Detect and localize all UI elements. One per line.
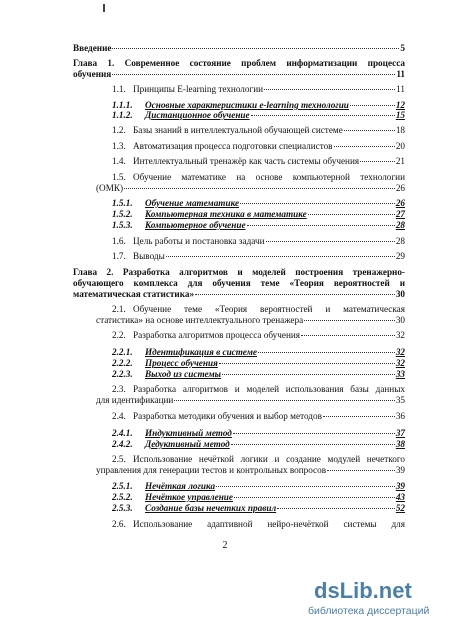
toc-entry-title: Компьютерная техника в математике <box>145 209 307 219</box>
toc-entry[interactable] <box>96 315 405 326</box>
toc-entry-title: Базы знаний в интеллектуальной обучающей системе <box>133 125 343 135</box>
toc-page-number: 27 <box>395 209 405 219</box>
toc-entry-number: 2.2.2. <box>112 358 133 368</box>
toc-page-number: 38 <box>395 439 405 449</box>
toc-page-number: 52 <box>395 503 405 513</box>
toc-entry-title: Автоматизация процесса подготовки специалистов <box>133 141 333 151</box>
toc-entry[interactable] <box>133 84 405 95</box>
toc-entry[interactable] <box>145 492 405 503</box>
toc-dot-leader <box>277 508 395 509</box>
toc-entry-number: 1.7. <box>112 251 126 261</box>
toc-entry-title: статистика» на основе интеллектуального тренажера <box>96 315 304 325</box>
toc-entry-number: 1.1.1. <box>112 100 133 110</box>
toc-entry-title: Введение <box>73 43 112 53</box>
toc-entry[interactable] <box>73 267 405 278</box>
toc-entry[interactable] <box>96 395 405 406</box>
toc-entry-number: 1.1.2. <box>112 110 133 120</box>
toc-entry-number: 2.2.3. <box>112 369 133 379</box>
toc-dot-leader <box>264 89 395 90</box>
toc-entry[interactable] <box>145 369 405 380</box>
toc-dot-leader <box>174 400 394 401</box>
toc-entry-number: 1.1. <box>112 84 126 94</box>
toc-page-number: 36 <box>395 411 405 421</box>
toc-dot-leader <box>327 470 395 471</box>
toc-entry[interactable] <box>73 58 405 69</box>
toc-entry-number: 2.1. <box>112 304 126 314</box>
toc-entry-number: 1.5.3. <box>112 220 133 230</box>
toc-entry-number: 2.5.1. <box>112 481 133 491</box>
toc-entry[interactable] <box>133 330 405 341</box>
toc-entry[interactable] <box>145 220 405 231</box>
toc-entry[interactable] <box>73 278 405 289</box>
toc-entry-title: Цель работы и постановка задачи <box>133 236 265 246</box>
toc-entry[interactable] <box>96 183 405 194</box>
toc-entry-title: Индуктивный метод <box>145 428 232 438</box>
toc-dot-leader <box>258 352 395 353</box>
toc-entry[interactable] <box>73 43 405 54</box>
toc-dot-leader <box>216 486 395 487</box>
toc-dot-leader <box>166 256 395 257</box>
toc-dot-leader <box>234 497 395 498</box>
watermark-subtitle: библиотека диссертаций <box>308 605 430 617</box>
toc-entry-number: 1.2. <box>112 125 126 135</box>
toc-dot-leader <box>240 203 395 204</box>
toc-dot-leader <box>124 188 395 189</box>
toc-entry[interactable] <box>145 347 405 358</box>
toc-entry[interactable] <box>73 289 405 300</box>
toc-page-number: 39 <box>395 465 405 475</box>
toc-entry-number: 1.5. <box>112 172 126 182</box>
toc-entry[interactable] <box>133 454 405 465</box>
toc-entry-number: 2.4.2. <box>112 439 133 449</box>
toc-entry-title: управления для генерации тестов и контрольных вопросов <box>96 465 327 475</box>
toc-entry-title: Разработка алгоритмов процесса обучения <box>133 330 301 340</box>
toc-dot-leader <box>308 214 395 215</box>
toc-dot-leader <box>219 363 395 364</box>
toc-entry[interactable] <box>133 141 405 152</box>
toc-page-number: 32 <box>395 347 405 357</box>
toc-dot-leader <box>350 105 395 106</box>
toc-entry-title: Основные характеристики e-learning технологии <box>145 100 349 110</box>
toc-entry-number: 2.5. <box>112 454 126 464</box>
toc-entry-title: Выход из системы <box>145 369 221 379</box>
toc-entry[interactable] <box>145 428 405 439</box>
toc-entry-title: математическая статистика» <box>73 289 195 299</box>
toc-entry-title: Разработка методики обучения и выбор методов <box>133 411 322 421</box>
toc-dot-leader <box>334 146 395 147</box>
toc-page-number: 43 <box>395 492 405 502</box>
toc-entry[interactable] <box>133 125 405 136</box>
toc-entry-number: 1.4. <box>112 156 126 166</box>
toc-entry-number: 1.3. <box>112 141 126 151</box>
toc-dot-leader <box>112 74 395 75</box>
toc-entry-title: Выводы <box>133 251 165 261</box>
toc-page-number: 32 <box>395 358 405 368</box>
toc-entry[interactable] <box>133 251 405 262</box>
toc-page-number: 21 <box>395 156 405 166</box>
toc-dot-leader <box>195 294 395 295</box>
toc-page-number: 33 <box>395 369 405 379</box>
toc-entry-title: Использование нечёткой логики и создание модулей нечеткого <box>133 454 405 464</box>
toc-entry-number: 2.2.1. <box>112 347 133 357</box>
toc-entry-title: Разработка алгоритмов и моделей использования базы данных <box>133 384 405 394</box>
toc-page-number: 37 <box>395 428 405 438</box>
toc-page-number: 26 <box>395 198 405 208</box>
toc-page-number: 26 <box>395 183 405 193</box>
toc-entry-number: 2.2. <box>112 330 126 340</box>
toc-entry-number: 2.3. <box>112 384 126 394</box>
toc-page-number: 30 <box>395 289 405 299</box>
toc-page-number: 20 <box>395 141 405 151</box>
toc-entry-number: 1.6. <box>112 236 126 246</box>
toc-entry-title: Обучение теме «Теория вероятностей и математическая <box>133 304 405 314</box>
toc-page-number: 5 <box>400 43 405 53</box>
toc-entry[interactable] <box>133 304 405 315</box>
toc-entry-number: 2.5.3. <box>112 503 133 513</box>
toc-dot-leader <box>360 161 395 162</box>
toc-entry-title: Нечёткое управление <box>145 492 233 502</box>
toc-entry[interactable] <box>145 439 405 450</box>
toc-entry-title: для идентификации <box>96 395 174 405</box>
toc-entry-title: Процесс обучения <box>145 358 218 368</box>
toc-entry-title: Принципы E-learning технологии <box>133 84 264 94</box>
toc-entry[interactable] <box>145 481 405 492</box>
toc-page-number: 29 <box>395 251 405 261</box>
toc-dot-leader <box>301 335 395 336</box>
toc-entry-number: 2.6. <box>112 519 126 529</box>
toc-entry[interactable] <box>145 358 405 369</box>
toc-entry[interactable] <box>133 519 405 530</box>
toc-entry[interactable] <box>133 156 405 167</box>
toc-page-number: 32 <box>395 330 405 340</box>
toc-entry-title: Нечёткая логика <box>145 481 216 491</box>
toc-entry-title: Компьютерное обучение <box>145 220 246 230</box>
toc-entry[interactable] <box>145 209 405 220</box>
toc-entry-number: 2.4.1. <box>112 428 133 438</box>
toc-entry-title: обучения <box>73 69 112 79</box>
toc-entry-title: Использование адаптивной нейро-нечёткой системы для <box>133 519 405 529</box>
toc-dot-leader <box>304 320 395 321</box>
toc-dot-leader <box>233 433 395 434</box>
toc-entry[interactable] <box>133 384 405 395</box>
toc-dot-leader <box>251 115 395 116</box>
toc-page-number: 12 <box>395 100 405 110</box>
toc-entry-title: Обучение математике на основе компьютерной технологии <box>133 172 405 182</box>
toc-page-number: 30 <box>395 315 405 325</box>
toc-entry[interactable] <box>133 236 405 247</box>
toc-page-number: 35 <box>395 395 405 405</box>
toc-entry[interactable] <box>133 411 405 422</box>
scan-mark <box>103 4 105 12</box>
watermark-logo: dsLib.net <box>314 578 412 603</box>
toc-dot-leader <box>344 130 395 131</box>
toc-entry-title: Глава 2. Разработка алгоритмов и моделей построения тренажерно- <box>73 267 405 277</box>
toc-entry-number: 1.5.1. <box>112 198 133 208</box>
toc-dot-leader <box>266 241 395 242</box>
toc-entry[interactable] <box>145 198 405 209</box>
toc-entry-number: 1.5.2. <box>112 209 133 219</box>
toc-dot-leader <box>247 225 395 226</box>
toc-dot-leader <box>323 416 395 417</box>
toc-page-number: 11 <box>396 84 405 94</box>
page-number: 2 <box>222 540 228 551</box>
toc-page-number: 28 <box>395 236 405 246</box>
toc-dot-leader <box>112 48 399 49</box>
toc-dot-leader <box>231 444 395 445</box>
toc-entry-title: Дистанционное обучение <box>145 110 250 120</box>
toc-entry-title: Дедуктивный метод <box>145 439 230 449</box>
toc-entry-title: Идентификация в системе <box>145 347 258 357</box>
toc-entry-title: Создание базы нечетких правил <box>145 503 277 513</box>
toc-entry[interactable] <box>145 110 405 121</box>
toc-entry[interactable] <box>73 69 405 80</box>
toc-page-number: 28 <box>395 220 405 230</box>
toc-entry[interactable] <box>133 172 405 183</box>
toc-entry-title: Глава 1. Современное состояние проблем информатизации процесса <box>73 58 405 68</box>
toc-dot-leader <box>222 374 395 375</box>
toc-entry-title: Обучение математике <box>145 198 240 208</box>
toc-entry-title: обучающего комплекса для обучения теме «Теория вероятностей и <box>73 278 405 288</box>
toc-page-number: 15 <box>395 110 405 120</box>
toc-page-number: 18 <box>395 125 405 135</box>
toc-entry-number: 2.4. <box>112 411 126 421</box>
watermark <box>300 578 450 621</box>
toc-entry[interactable] <box>145 503 405 514</box>
toc-entry-title: (ОМК) <box>96 183 124 193</box>
toc-entry-title: Интеллектуальный тренажёр как часть системы обучения <box>133 156 360 166</box>
toc-entry[interactable] <box>96 465 405 476</box>
toc-page-number: 11 <box>396 69 405 79</box>
toc-entry-number: 2.5.2. <box>112 492 133 502</box>
toc-page-number: 39 <box>395 481 405 491</box>
